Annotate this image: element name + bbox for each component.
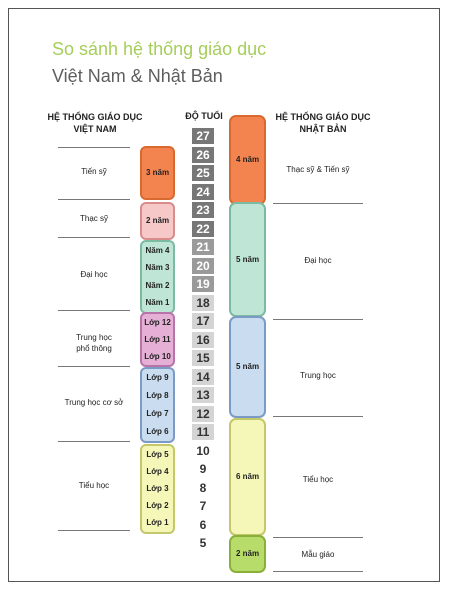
jp-stage-duration: 6 năm — [235, 472, 260, 481]
vn-separator — [58, 310, 130, 311]
jp-stage-duration: 2 năm — [235, 549, 260, 558]
vn-stage-item: Lớp 7 — [146, 409, 169, 418]
age-cell: 7 — [199, 499, 207, 513]
jp-level-label: Tiểu học — [302, 475, 334, 484]
age-cell: 17 — [192, 313, 214, 329]
jp-stage-duration: 5 năm — [235, 362, 260, 371]
age-cell: 5 — [199, 536, 207, 550]
age-cell: 8 — [199, 480, 207, 495]
age-cell: 15 — [192, 350, 214, 366]
jp-stage-mau-giao — [229, 535, 266, 573]
vn-stage-tieu-hoc — [140, 444, 175, 534]
age-cell: 16 — [192, 332, 214, 348]
vn-stage-item: Lớp 4 — [146, 466, 169, 476]
age-cell: 11 — [192, 424, 214, 440]
jp-level-label: Thạc sỹ & Tiến sỹ — [286, 165, 350, 174]
age-cell: 27 — [192, 128, 214, 144]
jp-separator — [273, 537, 363, 538]
vn-level-label — [58, 332, 130, 354]
vn-stage-item: Lớp 9 — [146, 373, 169, 382]
age-cell: 18 — [192, 295, 214, 311]
age-cell: 19 — [192, 276, 214, 292]
age-cell: 13 — [192, 387, 214, 403]
vn-stage-item: 2 năm — [145, 216, 170, 225]
vn-stage-item: Năm 3 — [145, 263, 170, 273]
age-column-title: ĐỘ TUỔI — [185, 111, 223, 121]
jp-stage-duration: 4 năm — [235, 155, 260, 164]
vn-stage-item: Lớp 8 — [146, 391, 169, 400]
age-cell: 12 — [192, 406, 214, 422]
age-cell: 23 — [192, 202, 214, 218]
vn-level-label: Tiểu học — [78, 481, 110, 490]
title-line-1: So sánh hệ thống giáo dục — [52, 39, 267, 59]
jp-stage-thac-tien-sy — [229, 115, 266, 205]
vn-stage-dai-hoc — [140, 240, 175, 314]
age-cell: 14 — [192, 369, 214, 385]
age-cell: 25 — [192, 165, 214, 181]
age-cell: 6 — [199, 517, 207, 532]
vn-stage-thac-sy — [140, 202, 175, 240]
jp-title-line-1: HỆ THỐNG GIÁO DỤC — [275, 112, 371, 122]
vn-stage-item: Lớp 6 — [146, 427, 169, 436]
jp-stage-tieu-hoc — [229, 418, 266, 536]
age-cell: 21 — [192, 239, 214, 255]
jp-separator — [273, 571, 363, 572]
vn-separator — [58, 237, 130, 238]
jp-stage-trung-hoc — [229, 316, 266, 418]
vn-level-label: Trung học cơ sở — [64, 398, 124, 407]
vn-stage-tien-sy — [140, 146, 175, 200]
vn-stage-item: Lớp 2 — [146, 501, 169, 511]
jp-separator — [273, 416, 363, 417]
vn-level-label: Đại học — [80, 270, 108, 279]
jp-separator — [273, 203, 363, 204]
vn-separator — [58, 530, 130, 531]
vn-stage-item: Lớp 12 — [144, 317, 171, 327]
vn-separator — [58, 366, 130, 367]
vn-stage-item: Lớp 10 — [144, 351, 171, 361]
vn-stage-item: Năm 2 — [145, 280, 170, 290]
vn-stage-item: Lớp 1 — [146, 518, 169, 528]
age-cell: 22 — [192, 221, 214, 237]
jp-level-label: Trung học — [300, 371, 336, 380]
vn-level-label: Thạc sỹ — [79, 214, 108, 223]
vn-stage-item: Năm 4 — [145, 245, 170, 255]
vn-stage-thpt — [140, 312, 175, 367]
age-cell: 9 — [199, 462, 207, 476]
age-cell: 10 — [196, 443, 210, 458]
vn-stage-item: Năm 1 — [145, 298, 170, 308]
age-cell: 26 — [192, 147, 214, 163]
vn-stage-item: Lớp 5 — [146, 449, 169, 459]
jp-level-label: Đại học — [304, 256, 332, 265]
jp-column-title — [268, 111, 378, 135]
jp-title-line-2: NHẬT BẢN — [299, 124, 347, 134]
vn-title-line-1: HỆ THỐNG GIÁO DỤC — [47, 112, 143, 122]
jp-level-label: Mẫu giáo — [301, 550, 335, 559]
vn-stage-item: 3 năm — [145, 168, 170, 177]
age-cell: 20 — [192, 258, 214, 274]
age-cell: 24 — [192, 184, 214, 200]
vn-separator — [58, 199, 130, 200]
jp-stage-duration: 5 năm — [235, 254, 260, 264]
vn-separator — [58, 147, 130, 148]
vn-stage-thcs — [140, 367, 175, 443]
vn-level-label: Tiến sỹ — [81, 167, 107, 176]
vn-level-label-line-1: Trung học — [76, 333, 112, 342]
vn-stage-item: Lớp 11 — [144, 334, 171, 344]
diagram-frame — [8, 8, 440, 582]
jp-stage-dai-hoc — [229, 202, 266, 317]
vn-stage-item: Lớp 3 — [146, 484, 169, 493]
title-line-2: Việt Nam & Nhật Bản — [52, 66, 223, 86]
vn-separator — [58, 441, 130, 442]
vn-level-label-line-2: phổ thông — [76, 344, 112, 353]
vn-column-title — [40, 111, 150, 135]
vn-title-line-2: VIỆT NAM — [73, 124, 117, 134]
jp-separator — [273, 319, 363, 320]
